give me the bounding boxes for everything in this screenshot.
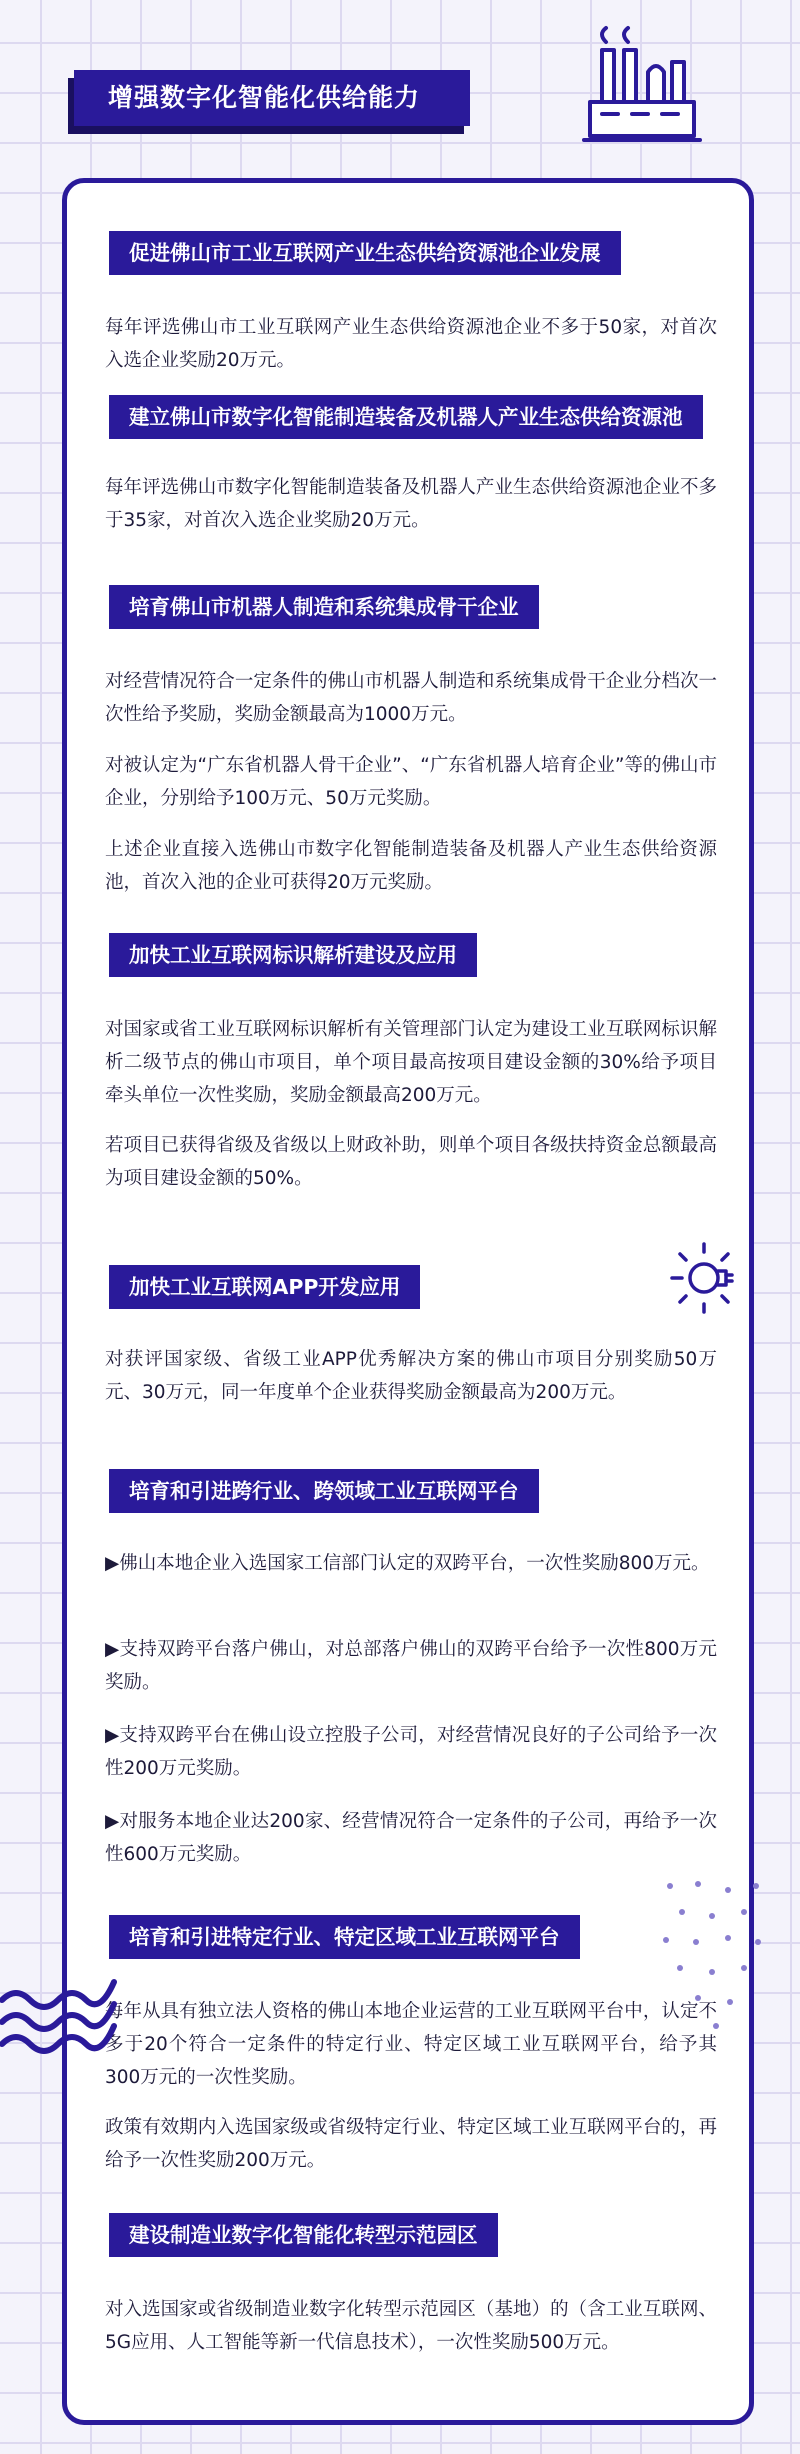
section-title: 加快工业互联网标识解析建设及应用 — [109, 933, 477, 977]
wave-decoration — [0, 1960, 118, 2060]
section-title: 建设制造业数字化智能化转型示范园区 — [109, 2213, 498, 2257]
section-paragraph: 对入选国家或省级制造业数字化转型示范园区（基地）的（含工业互联网、5G应用、人工智能等新一代信息技术），一次性奖励500万元。 — [105, 2299, 717, 2353]
section-paragraph: 若项目已获得省级及省级以上财政补助，则单个项目各级扶持资金总额最高为项目建设金额的50%。 — [105, 1135, 717, 1189]
section-paragraph: 上述企业直接入选佛山市数字化智能制造装备及机器人产业生态供给资源池，首次入池的企业可获得20万元奖励。 — [105, 839, 717, 893]
section-paragraph: ▶佛山本地企业入选国家工信部门认定的双跨平台，一次性奖励800万元。 — [105, 1553, 710, 1574]
dots-decoration — [658, 1876, 768, 2036]
section-paragraph: 对经营情况符合一定条件的佛山市机器人制造和系统集成骨干企业分档次一次性给予奖励，奖励金额最高为1000万元。 — [105, 671, 717, 725]
section-paragraph: 对被认定为“广东省机器人骨干企业”、“广东省机器人培育企业”等的佛山市企业，分别给予100万元、50万元奖励。 — [105, 755, 717, 809]
section-title: 建立佛山市数字化智能制造装备及机器人产业生态供给资源池 — [109, 395, 703, 439]
section-paragraph: 每年评选佛山市工业互联网产业生态供给资源池企业不多于50家，对首次入选企业奖励20万元。 — [105, 317, 717, 371]
section-title: 培育和引进跨行业、跨领域工业互联网平台 — [109, 1469, 539, 1513]
section-paragraph: 对国家或省工业互联网标识解析有关管理部门认定为建设工业互联网标识解析二级节点的佛山市项目，单个项目最高按项目建设金额的30%给予项目牵头单位一次性奖励，奖励金额最高200万元。 — [105, 1019, 717, 1106]
page-title: 增强数字化智能化供给能力 — [74, 70, 470, 126]
content-card — [62, 178, 754, 2425]
section-paragraph: ▶支持双跨平台在佛山设立控股子公司，对经营情况良好的子公司给予一次性200万元奖励。 — [105, 1725, 717, 1779]
section-title: 促进佛山市工业互联网产业生态供给资源池企业发展 — [109, 231, 621, 275]
section-paragraph: 每年评选佛山市数字化智能制造装备及机器人产业生态供给资源池企业不多于35家，对首次入选企业奖励20万元。 — [105, 477, 717, 531]
section-title: 培育佛山市机器人制造和系统集成骨干企业 — [109, 585, 539, 629]
factory-icon — [576, 22, 706, 152]
section-title: 加快工业互联网APP开发应用 — [109, 1265, 420, 1309]
lightbulb-icon — [668, 1238, 748, 1318]
section-paragraph: 政策有效期内入选国家级或省级特定行业、特定区域工业互联网平台的，再给予一次性奖励200万元。 — [105, 2117, 717, 2171]
section-paragraph: 对获评国家级、省级工业APP优秀解决方案的佛山市项目分别奖励50万元、30万元，同一年度单个企业获得奖励金额最高为200万元。 — [105, 1349, 717, 1403]
section-paragraph: 每年从具有独立法人资格的佛山本地企业运营的工业互联网平台中，认定不多于20个符合一定条件的特定行业、特定区域工业互联网平台，给予其300万元的一次性奖励。 — [105, 2001, 717, 2088]
section-paragraph: ▶对服务本地企业达200家、经营情况符合一定条件的子公司，再给予一次性600万元奖励。 — [105, 1811, 717, 1865]
section-paragraph: ▶支持双跨平台落户佛山，对总部落户佛山的双跨平台给予一次性800万元奖励。 — [105, 1639, 717, 1693]
section-title: 培育和引进特定行业、特定区域工业互联网平台 — [109, 1915, 580, 1959]
